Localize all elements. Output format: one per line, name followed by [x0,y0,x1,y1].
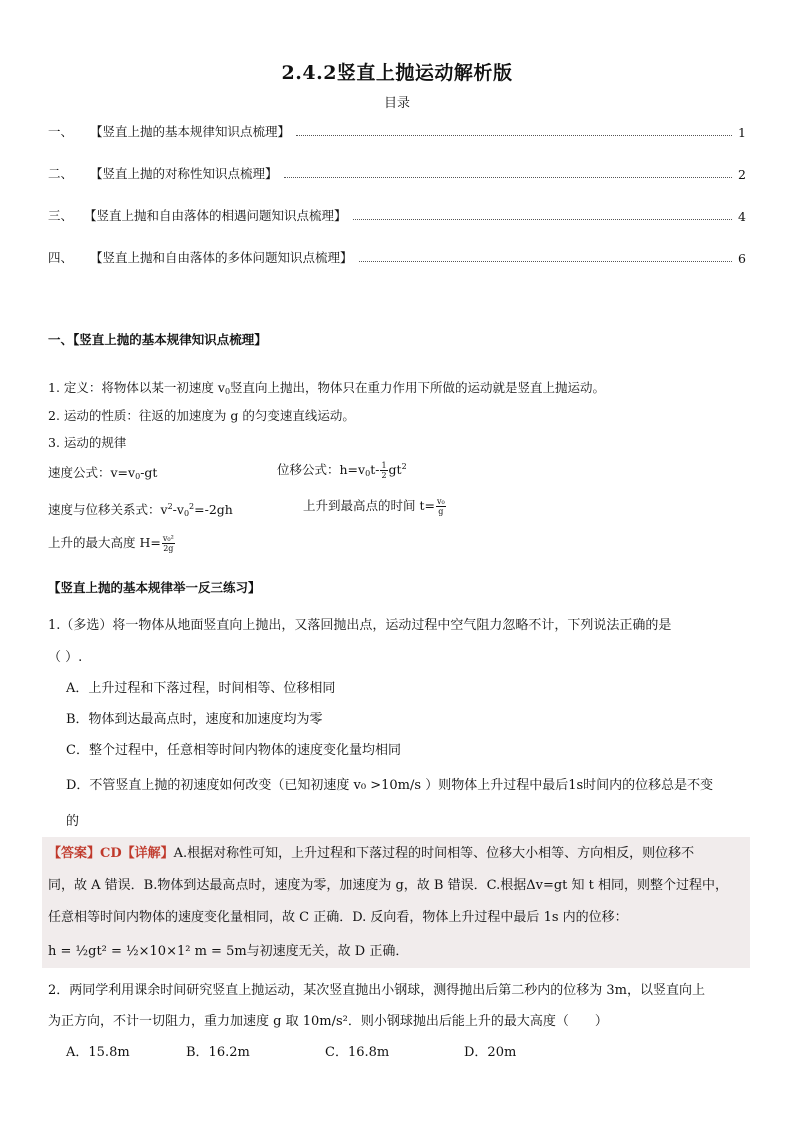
rise-time-formula: 上升到最高点的时间 t= $\frac{\text{v₀}}{g}$ [303,497,445,516]
law-line: 3. 运动的规律 [48,435,127,450]
toc-leader [296,135,732,136]
question-2-stem-cont: 为正方向，不计一切阻力，重力加速度 g 取 10m/s²．则小钢球抛出后能上升的最大高度（ ） [48,1014,608,1029]
definition-line: 1. 定义：将物体以某一初速度 $v_0$竖直向上抛出，物体只在重力作用下所做的运动就是竖直上抛运动。 [48,380,606,396]
toc-number: 四、 [48,250,74,265]
question-1-option-a[interactable]: A．上升过程和下落过程，时间相等、位移相同 [66,681,336,696]
question-2-option-c[interactable]: C．16.8m [325,1045,390,1060]
toc-page: 1 [738,125,746,140]
toc-leader [353,219,732,220]
nature-line: 2. 运动的性质：往返的加速度为 g 的匀变速直线运动。 [48,408,355,423]
question-1-option-d-cont: 的 [66,814,80,829]
toc-label: 【竖直上抛和自由落体的相遇问题知识点梳理】 [84,208,347,223]
toc-entry[interactable] [48,248,746,266]
displacement-formula: 位移公式：$h=v_0t-$ $\frac{1}{2}$ $gt^2$ [277,461,407,480]
toc-leader [359,261,732,262]
practice-heading: 【竖直上抛的基本规律举一反三练习】 [48,580,261,595]
toc-page: 4 [738,209,746,224]
question-1-stem-cont: （ ）. [48,650,83,665]
max-height-formula: 上升的最大高度 H= $\frac{\text{v₀²}}{2g}$ [48,534,174,553]
question-2-option-b[interactable]: B．16.2m [186,1045,250,1060]
answer-line-4: h = ½gt² = ½×10×1² m = 5m与初速度无关，故 D 正确． [48,944,409,959]
question-2-option-a[interactable]: A．15.8m [66,1045,130,1060]
answer-line-1: 【答案】CD【详解】A.根据对称性可知，上升过程和下落过程的时间相等、位移大小相等、方向相反，则位移不 [48,846,695,861]
velocity-displacement-formula: 速度与位移关系式：$v^2-v_0^2=-2gh$ [48,502,233,518]
answer-key: CD [100,846,122,861]
toc-page: 2 [738,167,746,182]
detail-tag: 【详解】 [121,846,174,861]
toc-number: 二、 [48,166,74,181]
answer-line-2: 同，故 A 错误．B.物体到达最高点时，速度为零，加速度为 g，故 B 错误．C.根据Δv=gt 知 t 相同，则整个过程中， [48,878,729,893]
toc-leader [284,177,732,178]
document-title: 2.4.2竖直上抛运动解析版 [281,62,513,84]
section-heading: 一、【竖直上抛的基本规律知识点梳理】 [48,332,267,347]
toc-label: 【竖直上抛和自由落体的多体问题知识点梳理】 [90,250,353,265]
answer-line-3: 任意相等时间内物体的速度变化量相同，故 C 正确．D. 反向看，物体上升过程中最后 1s 内的位移： [48,910,628,925]
question-2-stem: 2．两同学利用课余时间研究竖直上抛运动，某次竖直抛出小钢球，测得抛出后第二秒内的位移为 3m，以竖直向上 [48,983,706,998]
toc-page: 6 [738,251,746,266]
question-1-option-d[interactable]: D．不管竖直上抛的初速度如何改变（已知初速度 v₀ >10m/s ）则物体上升过程中最后1s时间内的位移总是不变 [66,778,714,793]
speed-formula: 速度公式：$v=v_0-gt$ [48,465,158,481]
toc-entry[interactable] [48,164,746,182]
question-2-option-d[interactable]: D．20m [464,1045,517,1060]
toc-entry[interactable] [48,122,746,140]
toc-number: 一、 [48,124,74,139]
question-1-option-b[interactable]: B．物体到达最高点时，速度和加速度均为零 [66,712,323,727]
toc-number: 三、 [48,208,74,223]
question-1-option-c[interactable]: C．整个过程中，任意相等时间内物体的速度变化量均相同 [66,743,401,758]
question-1-stem: 1.（多选）将一物体从地面竖直向上抛出，又落回抛出点，运动过程中空气阻力忽略不计，下列说法正确的是 [48,618,672,633]
toc-title: 目录 [383,96,410,111]
answer-tag: 【答案】 [48,846,101,861]
toc-label: 【竖直上抛的基本规律知识点梳理】 [90,124,291,139]
toc-entry[interactable] [48,206,746,224]
toc-label: 【竖直上抛的对称性知识点梳理】 [90,166,278,181]
